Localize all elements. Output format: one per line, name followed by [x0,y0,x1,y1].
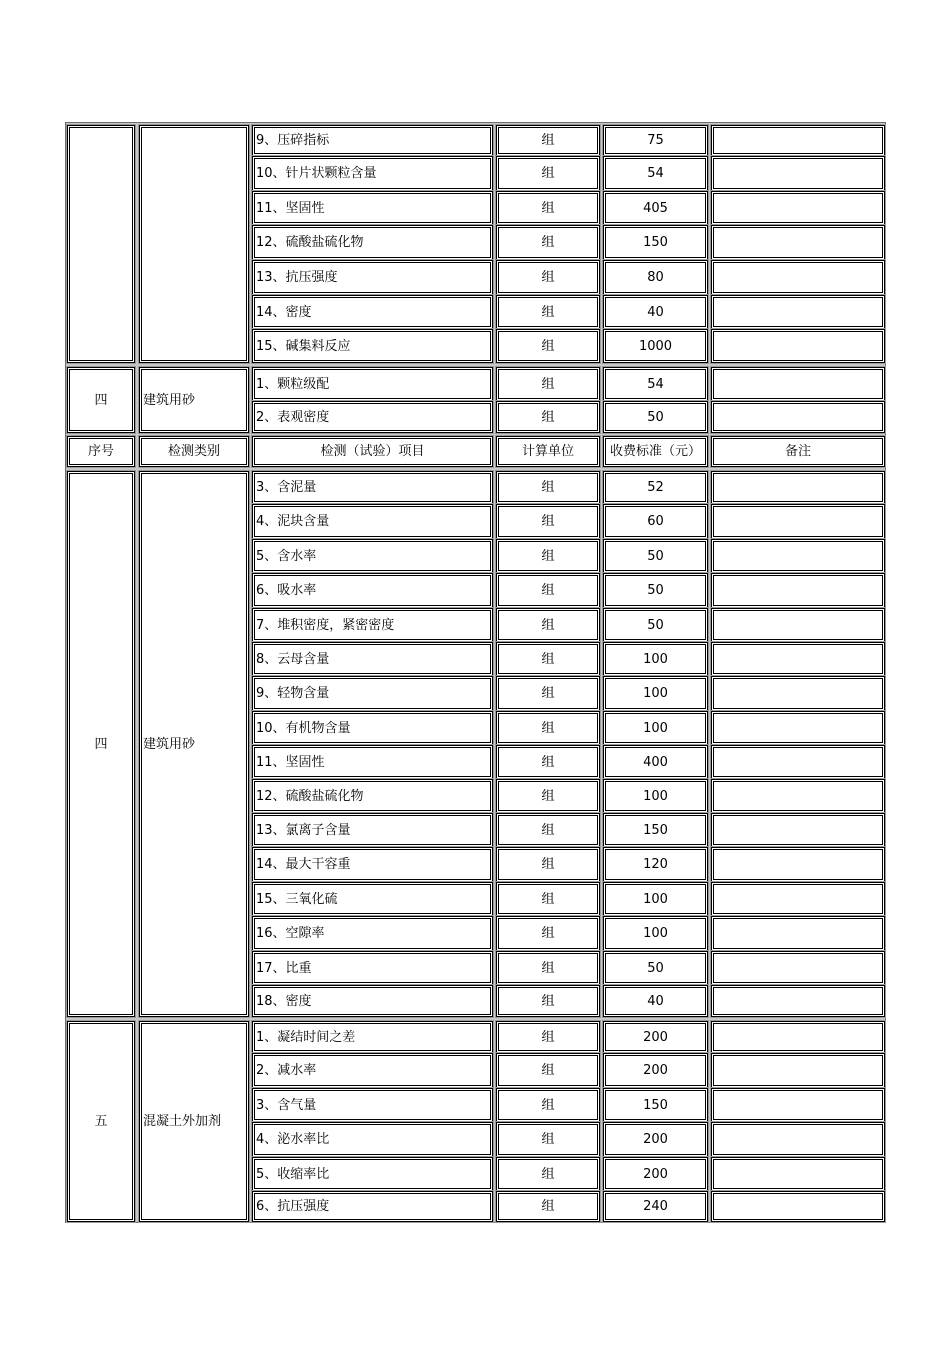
item-fee: 100 [603,676,708,711]
item-name: 15、三氧化硫 [252,882,493,916]
item-unit: 组 [496,367,600,401]
group-number: 五 [67,1021,135,1222]
item-fee: 1000 [603,329,708,363]
item-name: 4、泌水率比 [252,1122,493,1157]
item-unit: 组 [496,1122,600,1157]
item-remark [711,156,885,191]
group-category: 建筑用砂 [139,471,249,1017]
item-remark [711,985,885,1017]
item-remark [711,1088,885,1122]
group-number [67,125,135,363]
item-fee: 240 [603,1191,708,1222]
item-remark [711,125,885,156]
item-fee: 150 [603,225,708,260]
item-unit: 组 [496,813,600,847]
header-unit: 计算单位 [496,436,600,467]
item-remark [711,504,885,539]
item-unit: 组 [496,504,600,539]
item-remark [711,1053,885,1088]
group-category [139,125,249,363]
item-unit: 组 [496,1053,600,1088]
item-unit: 组 [496,225,600,260]
item-remark [711,642,885,676]
header-item: 检测（试验）项目 [252,436,493,467]
item-name: 9、压碎指标 [252,125,493,156]
item-name: 3、含泥量 [252,471,493,504]
item-unit: 组 [496,191,600,225]
item-name: 4、泥块含量 [252,504,493,539]
item-remark [711,191,885,225]
item-name: 14、最大干容重 [252,847,493,882]
item-fee: 200 [603,1053,708,1088]
item-name: 7、堆积密度，紧密密度 [252,608,493,642]
item-fee: 100 [603,916,708,951]
item-fee: 50 [603,608,708,642]
item-name: 13、氯离子含量 [252,813,493,847]
item-remark [711,813,885,847]
item-unit: 组 [496,676,600,711]
item-unit: 组 [496,1157,600,1191]
item-name: 16、空隙率 [252,916,493,951]
item-name: 6、抗压强度 [252,1191,493,1222]
header-remark: 备注 [711,436,885,467]
item-fee: 100 [603,882,708,916]
item-name: 12、硫酸盐硫化物 [252,779,493,813]
header-category: 检测类别 [139,436,249,467]
item-unit: 组 [496,125,600,156]
item-fee: 120 [603,847,708,882]
item-remark [711,779,885,813]
item-unit: 组 [496,1191,600,1222]
item-remark [711,1191,885,1222]
item-remark [711,260,885,295]
item-unit: 组 [496,471,600,504]
item-fee: 54 [603,156,708,191]
item-fee: 60 [603,504,708,539]
group-number: 四 [67,471,135,1017]
item-unit: 组 [496,260,600,295]
item-name: 1、颗粒级配 [252,367,493,401]
item-unit: 组 [496,329,600,363]
group-category: 混凝土外加剂 [139,1021,249,1222]
item-remark [711,471,885,504]
item-fee: 150 [603,813,708,847]
item-fee: 100 [603,779,708,813]
fee-table [65,122,886,1223]
item-remark [711,539,885,573]
item-name: 11、坚固性 [252,745,493,779]
item-remark [711,1157,885,1191]
item-name: 11、坚固性 [252,191,493,225]
item-fee: 40 [603,985,708,1017]
item-name: 17、比重 [252,951,493,985]
item-unit: 组 [496,779,600,813]
item-name: 1、凝结时间之差 [252,1021,493,1053]
item-name: 2、表观密度 [252,401,493,433]
item-unit: 组 [496,573,600,608]
item-remark [711,401,885,433]
item-remark [711,225,885,260]
group-category: 建筑用砂 [139,367,249,433]
item-fee: 50 [603,951,708,985]
item-remark [711,573,885,608]
group-number: 四 [67,367,135,433]
item-fee: 100 [603,642,708,676]
item-name: 10、针片状颗粒含量 [252,156,493,191]
item-unit: 组 [496,916,600,951]
item-unit: 组 [496,295,600,329]
item-unit: 组 [496,539,600,573]
item-fee: 80 [603,260,708,295]
item-remark [711,711,885,745]
item-unit: 组 [496,401,600,433]
item-unit: 组 [496,156,600,191]
item-name: 14、密度 [252,295,493,329]
item-remark [711,608,885,642]
item-name: 8、云母含量 [252,642,493,676]
item-fee: 54 [603,367,708,401]
item-fee: 50 [603,539,708,573]
item-name: 13、抗压强度 [252,260,493,295]
item-name: 15、碱集料反应 [252,329,493,363]
item-remark [711,295,885,329]
item-fee: 100 [603,711,708,745]
item-remark [711,676,885,711]
item-remark [711,745,885,779]
item-fee: 200 [603,1157,708,1191]
item-unit: 组 [496,1088,600,1122]
item-unit: 组 [496,951,600,985]
item-name: 18、密度 [252,985,493,1017]
item-remark [711,1021,885,1053]
item-fee: 50 [603,401,708,433]
item-remark [711,847,885,882]
item-fee: 200 [603,1122,708,1157]
item-unit: 组 [496,882,600,916]
item-fee: 75 [603,125,708,156]
item-name: 12、硫酸盐硫化物 [252,225,493,260]
header-no: 序号 [67,436,135,467]
item-fee: 405 [603,191,708,225]
item-unit: 组 [496,711,600,745]
item-name: 9、轻物含量 [252,676,493,711]
item-fee: 50 [603,573,708,608]
item-unit: 组 [496,847,600,882]
item-remark [711,951,885,985]
item-unit: 组 [496,745,600,779]
item-remark [711,1122,885,1157]
item-fee: 52 [603,471,708,504]
item-fee: 400 [603,745,708,779]
item-name: 2、减水率 [252,1053,493,1088]
item-fee: 200 [603,1021,708,1053]
item-fee: 40 [603,295,708,329]
item-unit: 组 [496,642,600,676]
item-unit: 组 [496,985,600,1017]
item-unit: 组 [496,1021,600,1053]
item-name: 3、含气量 [252,1088,493,1122]
header-fee: 收费标准（元） [603,436,708,467]
item-name: 5、含水率 [252,539,493,573]
item-unit: 组 [496,608,600,642]
item-remark [711,367,885,401]
item-fee: 150 [603,1088,708,1122]
item-name: 5、收缩率比 [252,1157,493,1191]
item-remark [711,882,885,916]
item-name: 6、吸水率 [252,573,493,608]
item-remark [711,916,885,951]
item-name: 10、有机物含量 [252,711,493,745]
item-remark [711,329,885,363]
